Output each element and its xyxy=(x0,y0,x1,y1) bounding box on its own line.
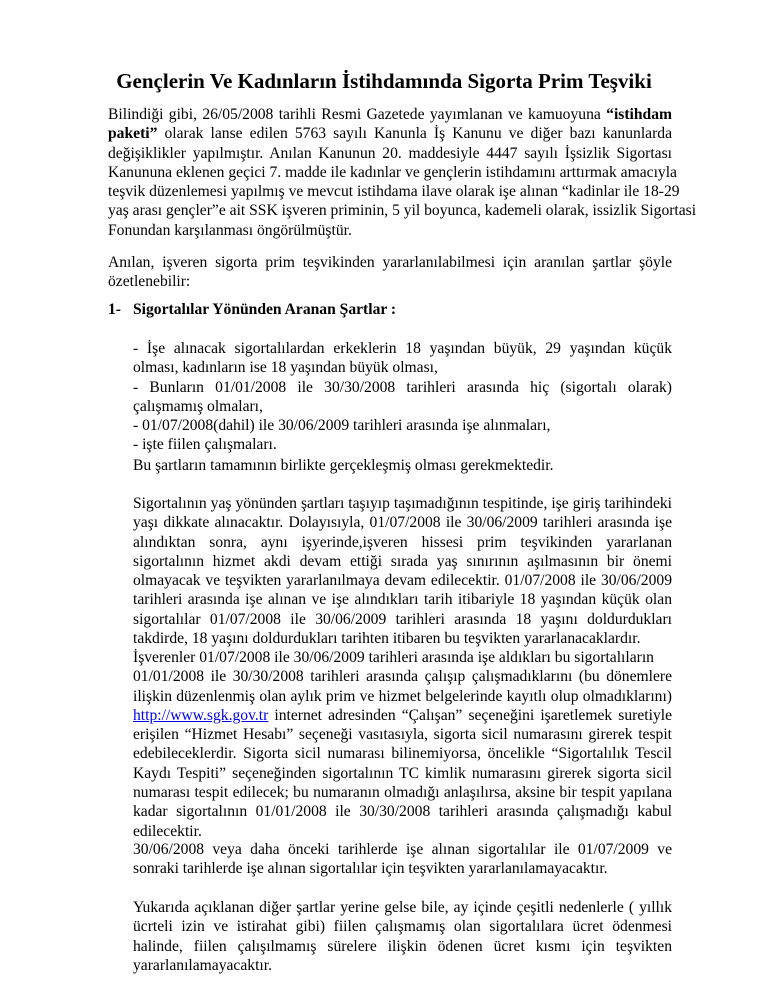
text-line: değişiklikler yapılmıştır. Anılan Kanunun 20. maddesiyle 4447 sayılı İşsizlik Sigortası xyxy=(108,144,672,162)
condition-line: - 01/07/2008(dahil) ile 30/06/2009 tarihleri arasında işe alınmaları, xyxy=(133,417,551,435)
date-paragraph xyxy=(133,840,672,879)
text-run: internet adresinden “Çalışan” seçeneğini işaretlemek suretiyle xyxy=(268,706,672,724)
sgk-website-link[interactable]: http://www.sgk.gov.tr xyxy=(133,706,269,724)
condition-line: - işte fiilen çalışmaları. xyxy=(133,436,277,454)
intro-paragraph xyxy=(108,105,697,240)
employer-paragraph xyxy=(133,648,672,841)
all-required-paragraph xyxy=(133,456,672,475)
text-line xyxy=(108,105,672,124)
text-line: Anılan, işveren sigorta prim teşvikinden yararlanılabilmesi için aranılan şartlar şöyle xyxy=(108,254,672,271)
text-line: teşvik düzenlemesi yapılmış ve mevcut istihdama ilave olarak işe alınan “kadinlar ile 18-29 xyxy=(108,183,680,201)
text-line xyxy=(133,706,672,725)
bold-term: “istihdam xyxy=(606,106,672,123)
text-line: yararlanılamayacaktır. xyxy=(133,956,272,974)
text-line xyxy=(108,124,672,143)
section-heading xyxy=(108,300,396,319)
text-line: edebileceklerdir. Sigorta sicil numarası bilinemiyorsa, öncelikle “Sigortalılık Tescil xyxy=(133,745,672,763)
text-line: 01/01/2008 ile 30/30/2008 tarihleri arasında çalışıp çalışmadıklarını (bu dönemlere xyxy=(133,668,672,686)
text-line: yaşı dikkate alınacaktır. Dolayısıyla, 01/07/2008 ile 30/06/2009 tarihleri arasında işe xyxy=(133,514,672,532)
text-line: erişilen “Hizmet Hesabı” seçeneği vasıtasıyla, sigorta sicil numarasını girerek tespit xyxy=(133,726,672,744)
summary-paragraph xyxy=(108,253,672,292)
condition-line: çalışmamış olmaları, xyxy=(133,397,263,415)
text-line: ilişkin düzenlenmiş olan aylık prim ve hizmet belgelerinde kayıtlı olup olmadıklarını) xyxy=(133,687,672,705)
text-line: takdirde, 18 yaşını doldurdukları tarihten itibaren bu teşvikten yararlanacaklardır. xyxy=(133,630,641,648)
condition-line: - Bunların 01/01/2008 ile 30/30/2008 tarihleri arasında hiç (sigortalı olarak) xyxy=(133,378,672,396)
leave-paragraph xyxy=(133,898,672,975)
conditions-list xyxy=(133,339,672,455)
text-line: tarihleri arasında işe alınan ve işe alındıkları tarih itibariyle 18 yaşından küçük olan xyxy=(133,591,672,609)
text-line: alındıktan sonra, aynı işyerinde,işveren hissesi prim teşvikinden yararlanan xyxy=(133,533,672,551)
text-line: 30/06/2008 veya daha önceki tarihlerde işe alınan sigortalılar ile 01/07/2009 ve xyxy=(133,841,672,858)
text-line: Yukarıda açıklanan diğer şartlar yerine gelse bile, ay içinde çeşitli nedenlerle ( yıllık xyxy=(133,899,672,916)
text-line: Sigortalının yaş yönünden şartları taşıyıp taşımadığının tespitinde, işe giriş tarihindeki xyxy=(133,495,672,512)
document-title: Gençlerin Ve Kadınların İstihdamında Sigorta Prim Teşviki xyxy=(116,69,652,93)
text-line: Kaydı Tespiti” seçeneğinden sigortalının TC kimlik numarasını girerek sigorta sicil xyxy=(133,764,672,782)
text-line: yaş arası gençler”e ait SSK işveren priminin, 5 yil boyunca, kademeli olarak, issizlik Sigortasi xyxy=(108,202,697,220)
text-run: Bilindiği gibi, 26/05/2008 tarihli Resmi Gazetede yayımlanan ve kamuoyuna xyxy=(108,106,607,123)
text-line: özetlenebilir: xyxy=(108,273,191,291)
text-line: sigortalılar 01/07/2008 ile 30/06/2009 tarihleri arasında 18 yaşını doldurdukları xyxy=(133,610,672,628)
section-heading-text: Sigortalılar Yönünden Aranan Şartlar : xyxy=(133,301,397,318)
text-line: olmayacak ve teşvikten yararlanılmaya devam edilecektir. 01/07/2008 ile 30/06/2009 xyxy=(133,572,672,590)
section-number: 1- xyxy=(108,301,121,318)
condition-line: olması, kadınların ise 18 yaşından büyük olması, xyxy=(133,359,438,377)
condition-line: - İşe alınacak sigortalılardan erkeklerin 18 yaşından büyük, 29 yaşından küçük xyxy=(133,340,672,357)
text-line: İşverenler 01/07/2008 ile 30/06/2009 tarihleri arasında işe aldıkları bu sigortalıların xyxy=(133,649,654,666)
text-line: numarası tespit edilecek; bu numaranın olmadığı anlaşılırsa, aksine bir tespit yapılana xyxy=(133,784,672,802)
text-line: kadar sigortalının 01/01/2008 ile 30/30/2008 tarihleri arasında çalışmadığı kabul xyxy=(133,803,672,821)
bold-term: paketi” xyxy=(108,125,158,143)
text-line: Fonundan karşılanması öngörülmüştür. xyxy=(108,221,352,239)
text-line: ücrteli izin ve istirahat gibi) fiilen çalışmamış olan sigortalılara ücret ödenmesi xyxy=(133,918,672,936)
text-line: halinde, fiilen çalışılmamış sürelere ilişkin ödenen ücret kısmı için teşvikten xyxy=(133,937,672,955)
text-line: sigortalının hizmet akdi devam ettiği sırada yaş sınırının aşılmasının bir önemi xyxy=(133,552,672,570)
text-line: Kanununa eklenen geçici 7. madde ile kadınlar ve gençlerin istihdamını arttırmak amacıyla xyxy=(108,163,677,181)
age-paragraph xyxy=(133,494,672,648)
text-line: edilecektir. xyxy=(133,822,202,840)
text-line: sonraki tarihlerde işe alınan sigortalılar için teşvikten yararlanılamayacaktır. xyxy=(133,860,608,878)
text-run: olarak lanse edilen 5763 sayılı Kanunla İş Kanunu ve diğer bazı kanunlarda xyxy=(157,125,672,143)
text-line: Bu şartların tamamının birlikte gerçekleşmiş olması gerekmektedir. xyxy=(133,457,554,474)
